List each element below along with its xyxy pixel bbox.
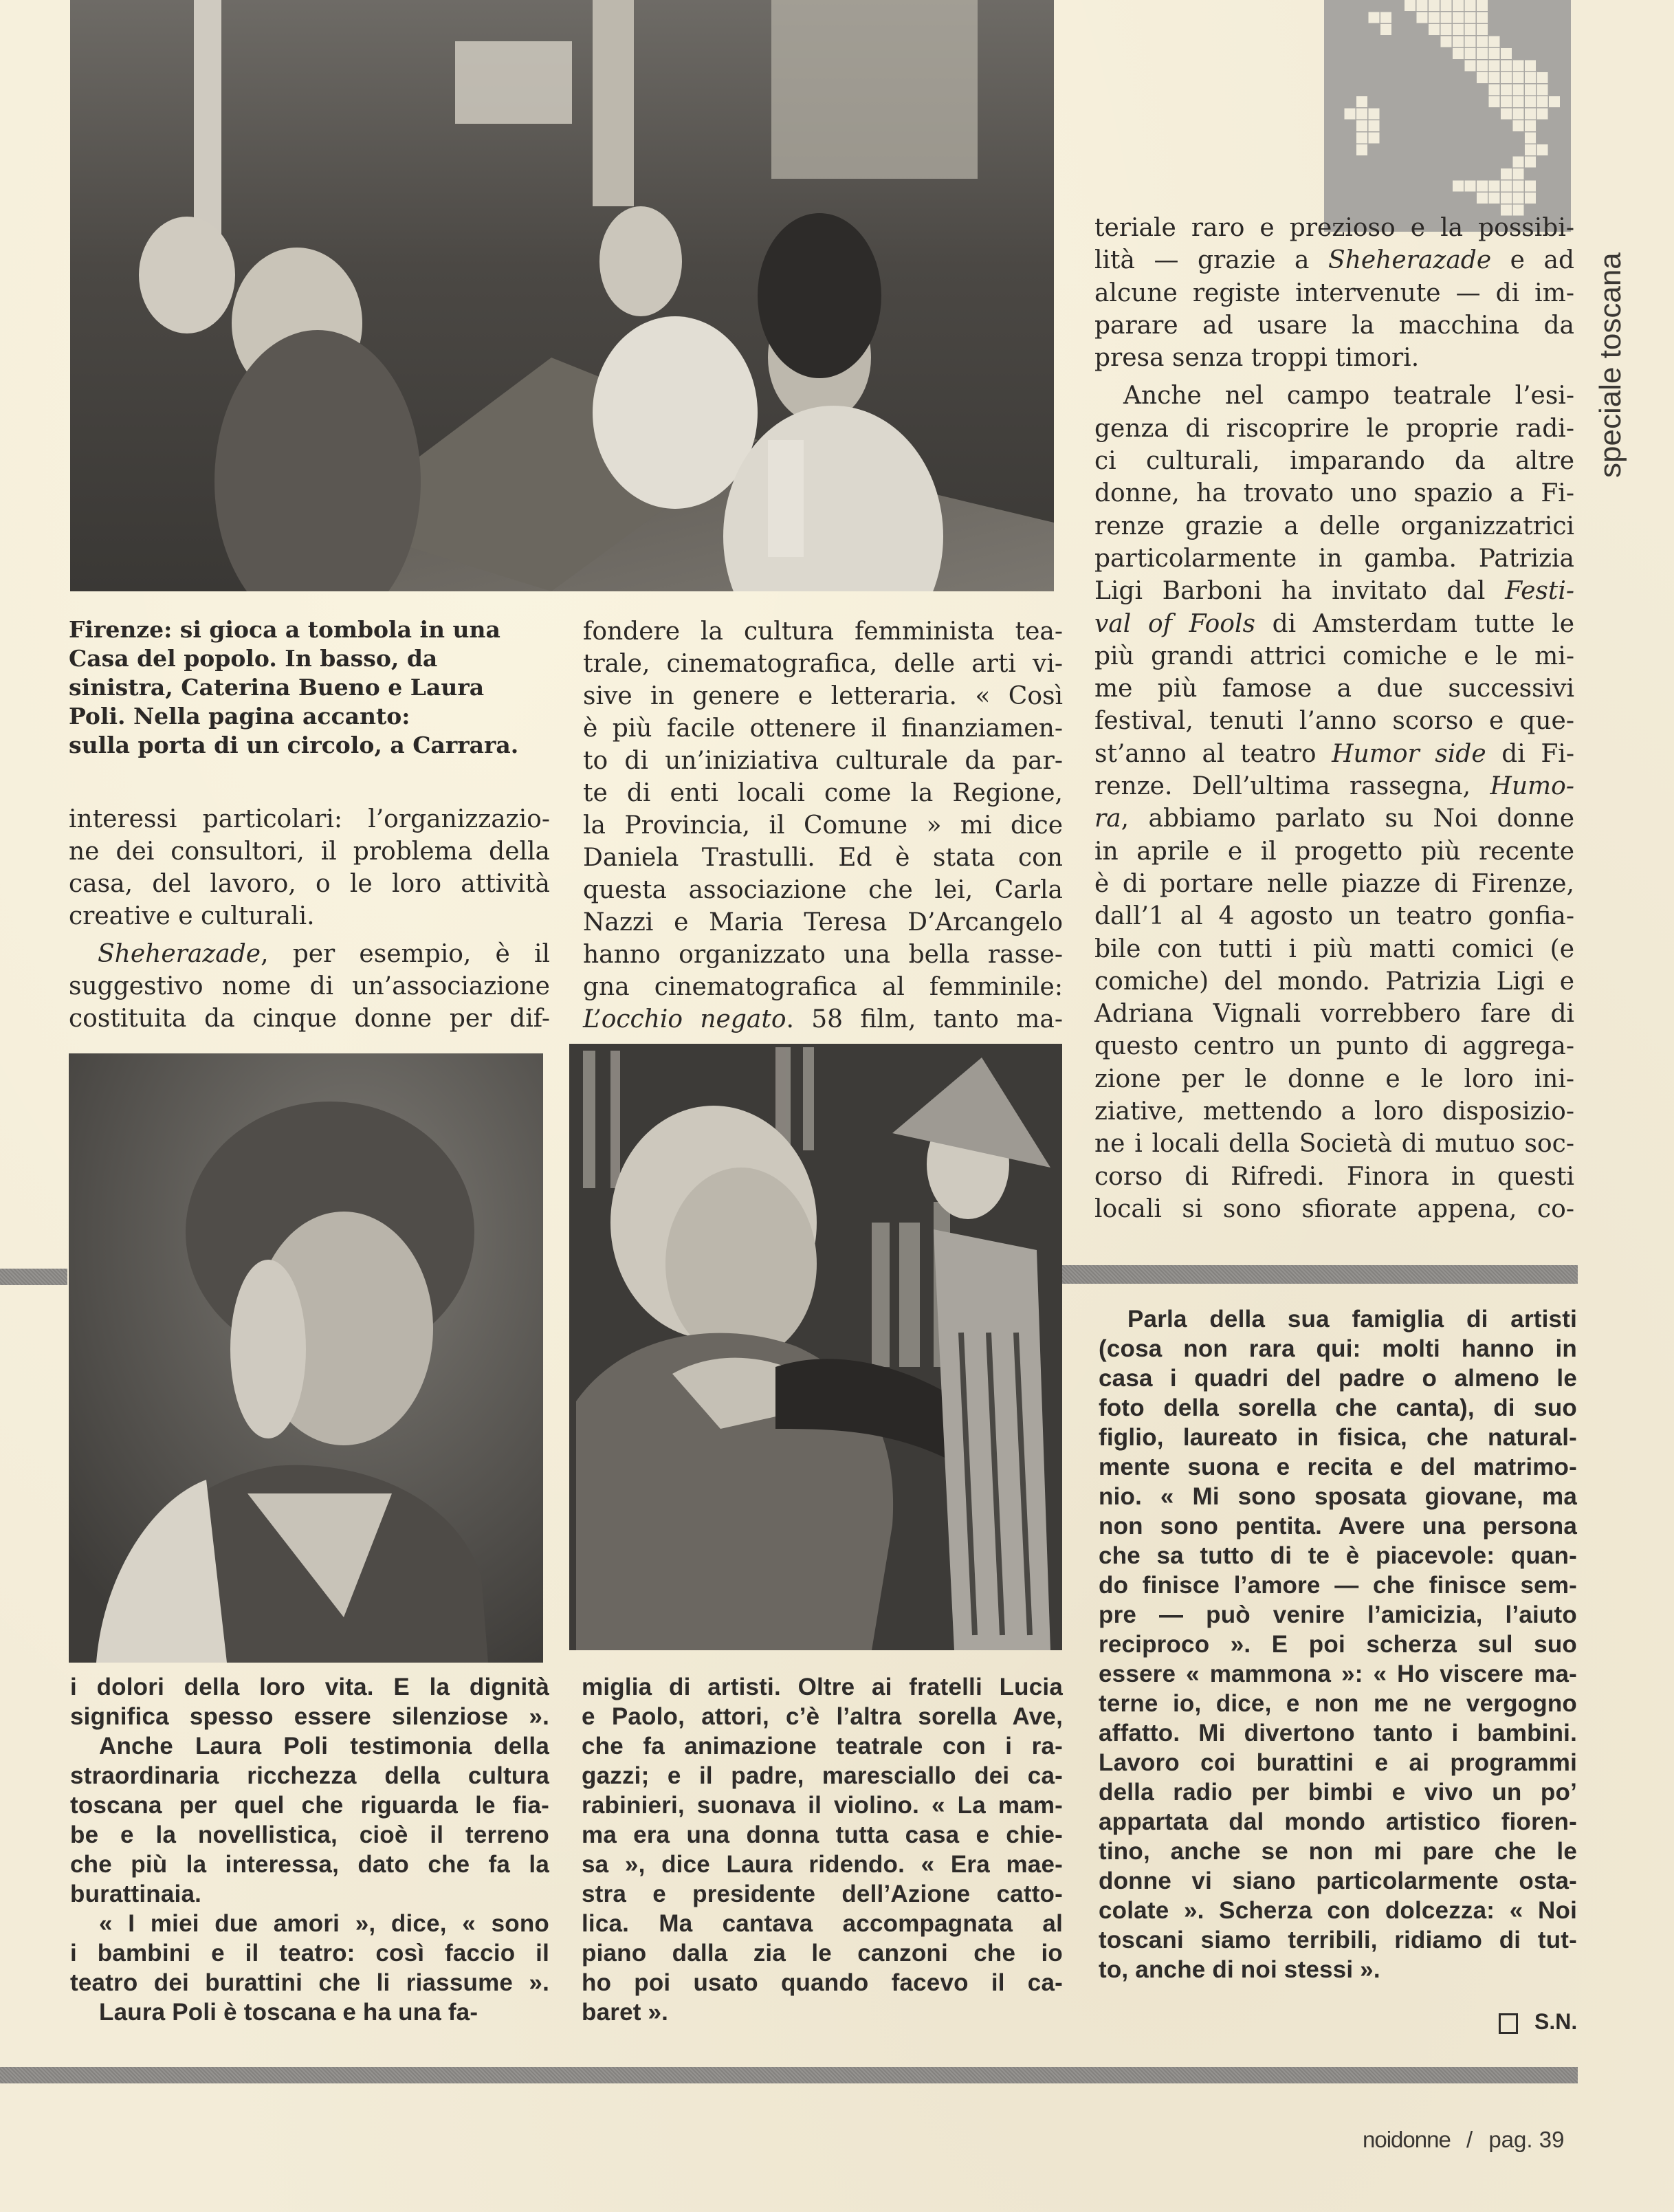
text-line: parare ad usare la macchina da: [1094, 311, 1574, 340]
text-line: è più facile ottenere il finanziamen-: [583, 714, 1063, 743]
map-cell: [1489, 36, 1500, 47]
text-line: Anche nel campo teatrale l’esi-: [1123, 382, 1574, 410]
map-cell: [1477, 24, 1488, 35]
text-line: « I miei due amori », dice, « sono: [99, 1910, 549, 1937]
text-line: reciproco ». E poi scherza sul suo: [1099, 1631, 1577, 1658]
text-line: rabinieri, suonava il violino. « La mam-: [582, 1792, 1063, 1819]
map-cell: [1369, 12, 1380, 23]
photo-caption: [69, 615, 550, 760]
text-line: significa spesso essere silenziose ».: [70, 1703, 549, 1730]
map-cell: [1501, 96, 1512, 107]
map-cell: [1465, 0, 1476, 11]
text-line: burattinaia.: [70, 1881, 202, 1907]
text-line: interessi particolari: l’organizzazio-: [69, 805, 550, 833]
map-cell: [1525, 144, 1536, 155]
text-line: appartata dal mondo artistico fioren-: [1099, 1808, 1577, 1835]
text-line: toscani siamo terribili, ridiamo di tut-: [1099, 1927, 1577, 1953]
text-line: e Paolo, attori, c’è l’altra sorella Ave,: [582, 1703, 1063, 1730]
map-cell: [1501, 181, 1512, 192]
map-cell: [1513, 120, 1524, 131]
map-cell: [1501, 168, 1512, 179]
map-cell: [1513, 96, 1524, 107]
text-line: miglia di artisti. Oltre ai fratelli Lucia: [582, 1674, 1063, 1700]
map-cell: [1501, 48, 1512, 59]
map-cell: [1356, 96, 1367, 107]
map-cell: [1369, 120, 1380, 131]
map-cell: [1465, 24, 1476, 35]
map-cell: [1453, 0, 1464, 11]
text-line: Ligi Barboni ha invitato dal Festi-: [1094, 577, 1574, 606]
map-cell: [1513, 72, 1524, 83]
text-line: che più la interessa, dato che fa la: [70, 1851, 549, 1878]
map-cell: [1501, 61, 1512, 72]
text-line: be e la novellistica, cioè il terreno: [70, 1821, 549, 1848]
map-cell: [1465, 48, 1476, 59]
map-cell: [1501, 72, 1512, 83]
map-cell: [1345, 109, 1356, 120]
map-cell: [1501, 193, 1512, 204]
map-cell: [1453, 36, 1464, 47]
map-cell: [1525, 181, 1536, 192]
map-cell: [1465, 36, 1476, 47]
map-cell: [1453, 12, 1464, 23]
text-line: Lavoro coi burattini e ai programmi: [1099, 1749, 1577, 1776]
divider-rule-right: [1062, 1265, 1578, 1284]
text-line: alcune registe intervenute — di im-: [1094, 278, 1574, 307]
page-footer: [1363, 2127, 1564, 2153]
map-cell: [1489, 48, 1500, 59]
text-line: i bambini e il teatro: così faccio il: [70, 1940, 549, 1967]
author-initials: S.N.: [1534, 2009, 1578, 2034]
text-line: i dolori della loro vita. E la dignità: [70, 1674, 549, 1700]
map-cell: [1501, 109, 1512, 120]
map-cell: [1549, 96, 1560, 107]
text-line: più grandi attrici comiche e le mi-: [1094, 642, 1574, 670]
map-cell: [1429, 0, 1440, 11]
text-line: to di un’iniziativa culturale da par-: [583, 747, 1063, 775]
map-cell: [1513, 181, 1524, 192]
text-line: sive in genere e letteraria. « Così: [583, 682, 1063, 710]
italy-pixel-map: [1324, 0, 1571, 232]
caption-line: sulla porta di un circolo, a Carrara.: [69, 732, 519, 758]
map-cell: [1489, 193, 1500, 204]
end-mark-square-icon: [1499, 2013, 1518, 2034]
text-line: questa associazione che lei, Carla: [583, 876, 1063, 904]
caption-line: Casa del popolo. In basso, da: [69, 645, 438, 672]
text-line: do finisce l’amore — che finisce sem-: [1099, 1572, 1577, 1599]
map-cell: [1513, 109, 1524, 120]
page-number: pag. 39: [1488, 2127, 1565, 2152]
text-line: locali si sono sfiorate appena, co-: [1094, 1194, 1574, 1223]
footer-separator: /: [1466, 2127, 1473, 2152]
map-cell: [1525, 157, 1536, 168]
map-cell: [1537, 109, 1548, 120]
map-cell: [1380, 24, 1391, 35]
italy-map-graphic: [1324, 0, 1571, 232]
map-cell: [1441, 24, 1452, 35]
map-cell: [1513, 61, 1524, 72]
magazine-name: noidonne: [1363, 2127, 1451, 2152]
text-line: della radio per bimbi e vivo un po’: [1099, 1779, 1577, 1806]
text-line: la Provincia, il Comune » mi dice: [583, 811, 1063, 840]
tombola-players-photo: [70, 0, 1054, 591]
text-line: renze grazie a delle organizzatrici: [1094, 512, 1574, 540]
text-line: ho poi usato quando facevo il ca-: [582, 1969, 1063, 1996]
map-cell: [1513, 85, 1524, 96]
map-cell: [1537, 144, 1548, 155]
map-cell: [1477, 0, 1488, 11]
text-line: straordinaria ricchezza della cultura: [70, 1762, 549, 1789]
map-cell: [1489, 181, 1500, 192]
text-line: me più famose a due successivi: [1094, 675, 1574, 703]
map-cell: [1441, 0, 1452, 11]
text-line: ne i locali della Società di mutuo soc-: [1094, 1130, 1574, 1159]
map-cell: [1441, 12, 1452, 23]
top-photo-tombola: [70, 0, 1054, 591]
map-cell: [1525, 120, 1536, 131]
text-line: ne dei consultori, il problema della: [69, 837, 550, 866]
map-cell: [1369, 109, 1380, 120]
map-cell: [1525, 61, 1536, 72]
article-lower-col2: [582, 1672, 1063, 2027]
article-lower-col3: [1099, 1304, 1577, 1984]
article-upper-col2: [583, 615, 1063, 1036]
text-line: renze. Dell’ultima rassegna, Humo-: [1094, 772, 1574, 801]
text-line: suggestivo nome di un’associazione: [69, 972, 550, 1000]
text-line: corso di Rifredi. Finora in questi: [1094, 1162, 1574, 1191]
text-line: nio. « Mi sono sposata giovane, ma: [1099, 1483, 1577, 1510]
divider-rule-bottom: [0, 2067, 1578, 2083]
map-cell: [1525, 85, 1536, 96]
text-line: Sheherazade, per esempio, è il: [98, 940, 550, 968]
left-photo-caterina-bueno: [69, 1053, 543, 1663]
text-line: ma era una donna tutta casa e chie-: [582, 1821, 1063, 1848]
text-line: che sa tutto di te è piacevole: quan-: [1099, 1542, 1577, 1569]
map-cell: [1525, 133, 1536, 144]
text-line: ziative, mettendo a loro disposizio-: [1094, 1097, 1574, 1126]
map-cell: [1477, 12, 1488, 23]
divider-rule-left: [0, 1269, 67, 1285]
text-line: che fa animazione teatrale con i ra-: [582, 1733, 1063, 1760]
text-line: gna cinematografica al femminile:: [583, 973, 1063, 1001]
text-line: non sono pentita. Avere una persona: [1099, 1513, 1577, 1540]
text-line: è di portare nelle piazze di Firenze,: [1094, 869, 1574, 898]
text-line: costituita da cinque donne per dif-: [69, 1005, 550, 1033]
map-cell: [1525, 193, 1536, 204]
text-line: to, anche di noi stessi ».: [1099, 1956, 1380, 1983]
text-line: L’occhio negato. 58 film, tanto ma-: [583, 1005, 1064, 1033]
text-line: mente suona e recita e del matrimo-: [1099, 1454, 1577, 1480]
text-line: trale, cinematografica, delle arti vi-: [583, 650, 1063, 678]
map-cell: [1356, 120, 1367, 131]
text-line: lità — grazie a Sheherazade e ad: [1094, 246, 1574, 275]
text-line: pre — può venire l’amicizia, l’aiuto: [1099, 1601, 1577, 1628]
text-line: te di enti locali come la Regione,: [583, 779, 1063, 807]
text-line: presa senza troppi timori.: [1094, 344, 1420, 373]
map-cell: [1417, 0, 1428, 11]
map-cell: [1417, 12, 1428, 23]
text-line: ra, abbiamo parlato su Noi donne: [1094, 804, 1574, 833]
text-line: Parla della sua famiglia di artisti: [1127, 1306, 1577, 1333]
text-line: gazzi; e il padre, maresciallo dei ca-: [582, 1762, 1063, 1789]
map-cell: [1405, 0, 1416, 11]
text-line: piano dalla zia le canzoni che io: [582, 1940, 1063, 1967]
section-label-text: speciale toscana: [1594, 252, 1627, 478]
text-line: dall’1 al 4 agosto un teatro gonfia-: [1094, 902, 1574, 931]
text-line: comiche) del mondo. Patrizia Ligi e: [1094, 967, 1574, 996]
text-line: questo centro un punto di aggrega-: [1094, 1032, 1574, 1061]
map-cell: [1429, 12, 1440, 23]
text-line: colate ». Scherza con dolcezza: « Noi: [1099, 1897, 1577, 1924]
text-line: terne io, dice, e non me ne vergogno: [1099, 1690, 1577, 1717]
text-line: val of Fools di Amsterdam tutte le: [1094, 609, 1574, 638]
map-cell: [1356, 133, 1367, 144]
caption-line: sinistra, Caterina Bueno e Laura: [69, 674, 485, 701]
text-line: toscana per quel che riguarda le fia-: [70, 1792, 549, 1819]
map-cell: [1525, 72, 1536, 83]
text-line: essere « mammona »: « Ho viscere ma-: [1099, 1661, 1577, 1687]
text-line: baret ».: [582, 1999, 669, 2026]
author-signature: [1499, 2009, 1578, 2037]
middle-photo-laura-poli: [569, 1044, 1062, 1650]
map-cell: [1356, 144, 1367, 155]
text-line: Anche Laura Poli testimonia della: [99, 1733, 549, 1760]
text-line: Laura Poli è toscana e ha una fa-: [99, 1999, 478, 2026]
map-cell: [1465, 61, 1476, 72]
map-cell: [1513, 193, 1524, 204]
map-cell: [1453, 24, 1464, 35]
text-line: teriale raro e prezioso e la possibi-: [1094, 214, 1574, 242]
map-cell: [1477, 193, 1488, 204]
map-cell: [1477, 36, 1488, 47]
text-line: festival, tenuti l’anno scorso e que-: [1094, 707, 1574, 736]
text-line: bile con tutti i più matti comici (e: [1094, 934, 1574, 963]
text-line: figlio, laureato in fisica, che natural-: [1099, 1424, 1577, 1451]
map-cell: [1525, 96, 1536, 107]
caption-line: Firenze: si gioca a tombola in una: [69, 616, 500, 643]
section-label: [1589, 206, 1631, 481]
text-line: affatto. Mi divertono tanto i bambini.: [1099, 1720, 1577, 1746]
text-line: stra e presidente dell’Azione catto-: [582, 1881, 1063, 1907]
text-line: hanno organizzato una bella rasse-: [583, 941, 1063, 969]
map-cell: [1537, 72, 1548, 83]
text-line: Nazzi e Maria Teresa D’Arcangelo: [583, 908, 1063, 937]
map-cell: [1380, 12, 1391, 23]
text-line: fondere la cultura femminista tea-: [583, 617, 1063, 646]
map-cell: [1489, 72, 1500, 83]
article-upper-col1: [69, 803, 550, 1035]
map-cell: [1356, 109, 1367, 120]
map-cell: [1489, 61, 1500, 72]
text-line: donne vi siano particolarmente osta-: [1099, 1868, 1577, 1894]
map-cell: [1477, 48, 1488, 59]
caption-line: Poli. Nella pagina accanto:: [69, 703, 410, 730]
text-line: zione per le donne e le loro ini-: [1094, 1064, 1574, 1093]
text-line: lica. Ma cantava accompagnata al: [582, 1910, 1063, 1937]
map-cell: [1537, 96, 1548, 107]
text-line: tino, anche se non mi pare che le: [1099, 1838, 1577, 1865]
map-cell: [1513, 157, 1524, 168]
map-cell: [1441, 36, 1452, 47]
caterina-bueno-photo: [69, 1053, 543, 1663]
text-line: foto della sorella che canta), di suo: [1099, 1394, 1577, 1421]
map-cell: [1513, 168, 1524, 179]
map-cell: [1501, 85, 1512, 96]
text-line: ci culturali, imparando da altre: [1094, 447, 1574, 476]
article-lower-col1: [70, 1672, 549, 2027]
map-cell: [1477, 72, 1488, 83]
text-line: creative e culturali.: [69, 902, 315, 930]
text-line: Adriana Vignali vorrebbero fare di: [1094, 1000, 1574, 1029]
text-line: Daniela Trastulli. Ed è stata con: [583, 844, 1063, 872]
text-line: (cosa non rara qui: molti hanno in: [1099, 1335, 1577, 1362]
map-cell: [1477, 181, 1488, 192]
map-cell: [1453, 48, 1464, 59]
map-cell: [1489, 96, 1500, 107]
text-line: casa i quadri del padre o almeno le: [1099, 1365, 1577, 1392]
map-cell: [1477, 61, 1488, 72]
map-cell: [1489, 85, 1500, 96]
map-cell: [1369, 133, 1380, 144]
laura-poli-puppet-photo: [569, 1044, 1062, 1650]
text-line: sa », dice Laura ridendo. « Era mae-: [582, 1851, 1063, 1878]
text-line: in aprile e il progetto più recente: [1094, 837, 1574, 866]
text-line: particolarmente in gamba. Patrizia: [1094, 544, 1574, 573]
text-line: donne, ha trovato uno spazio a Fi-: [1094, 479, 1574, 508]
map-cell: [1429, 24, 1440, 35]
map-cell: [1465, 12, 1476, 23]
map-cell: [1525, 109, 1536, 120]
text-line: casa, del lavoro, o le loro attività: [69, 870, 550, 898]
text-line: st’anno al teatro Humor side di Fi-: [1094, 739, 1574, 768]
map-cell: [1537, 85, 1548, 96]
map-cell: [1453, 181, 1464, 192]
map-cell: [1465, 181, 1476, 192]
article-upper-col3: [1094, 212, 1574, 1225]
text-line: teatro dei burattini che li riassume ».: [70, 1969, 549, 1996]
text-line: genza di riscoprire le proprie radi-: [1094, 414, 1574, 443]
